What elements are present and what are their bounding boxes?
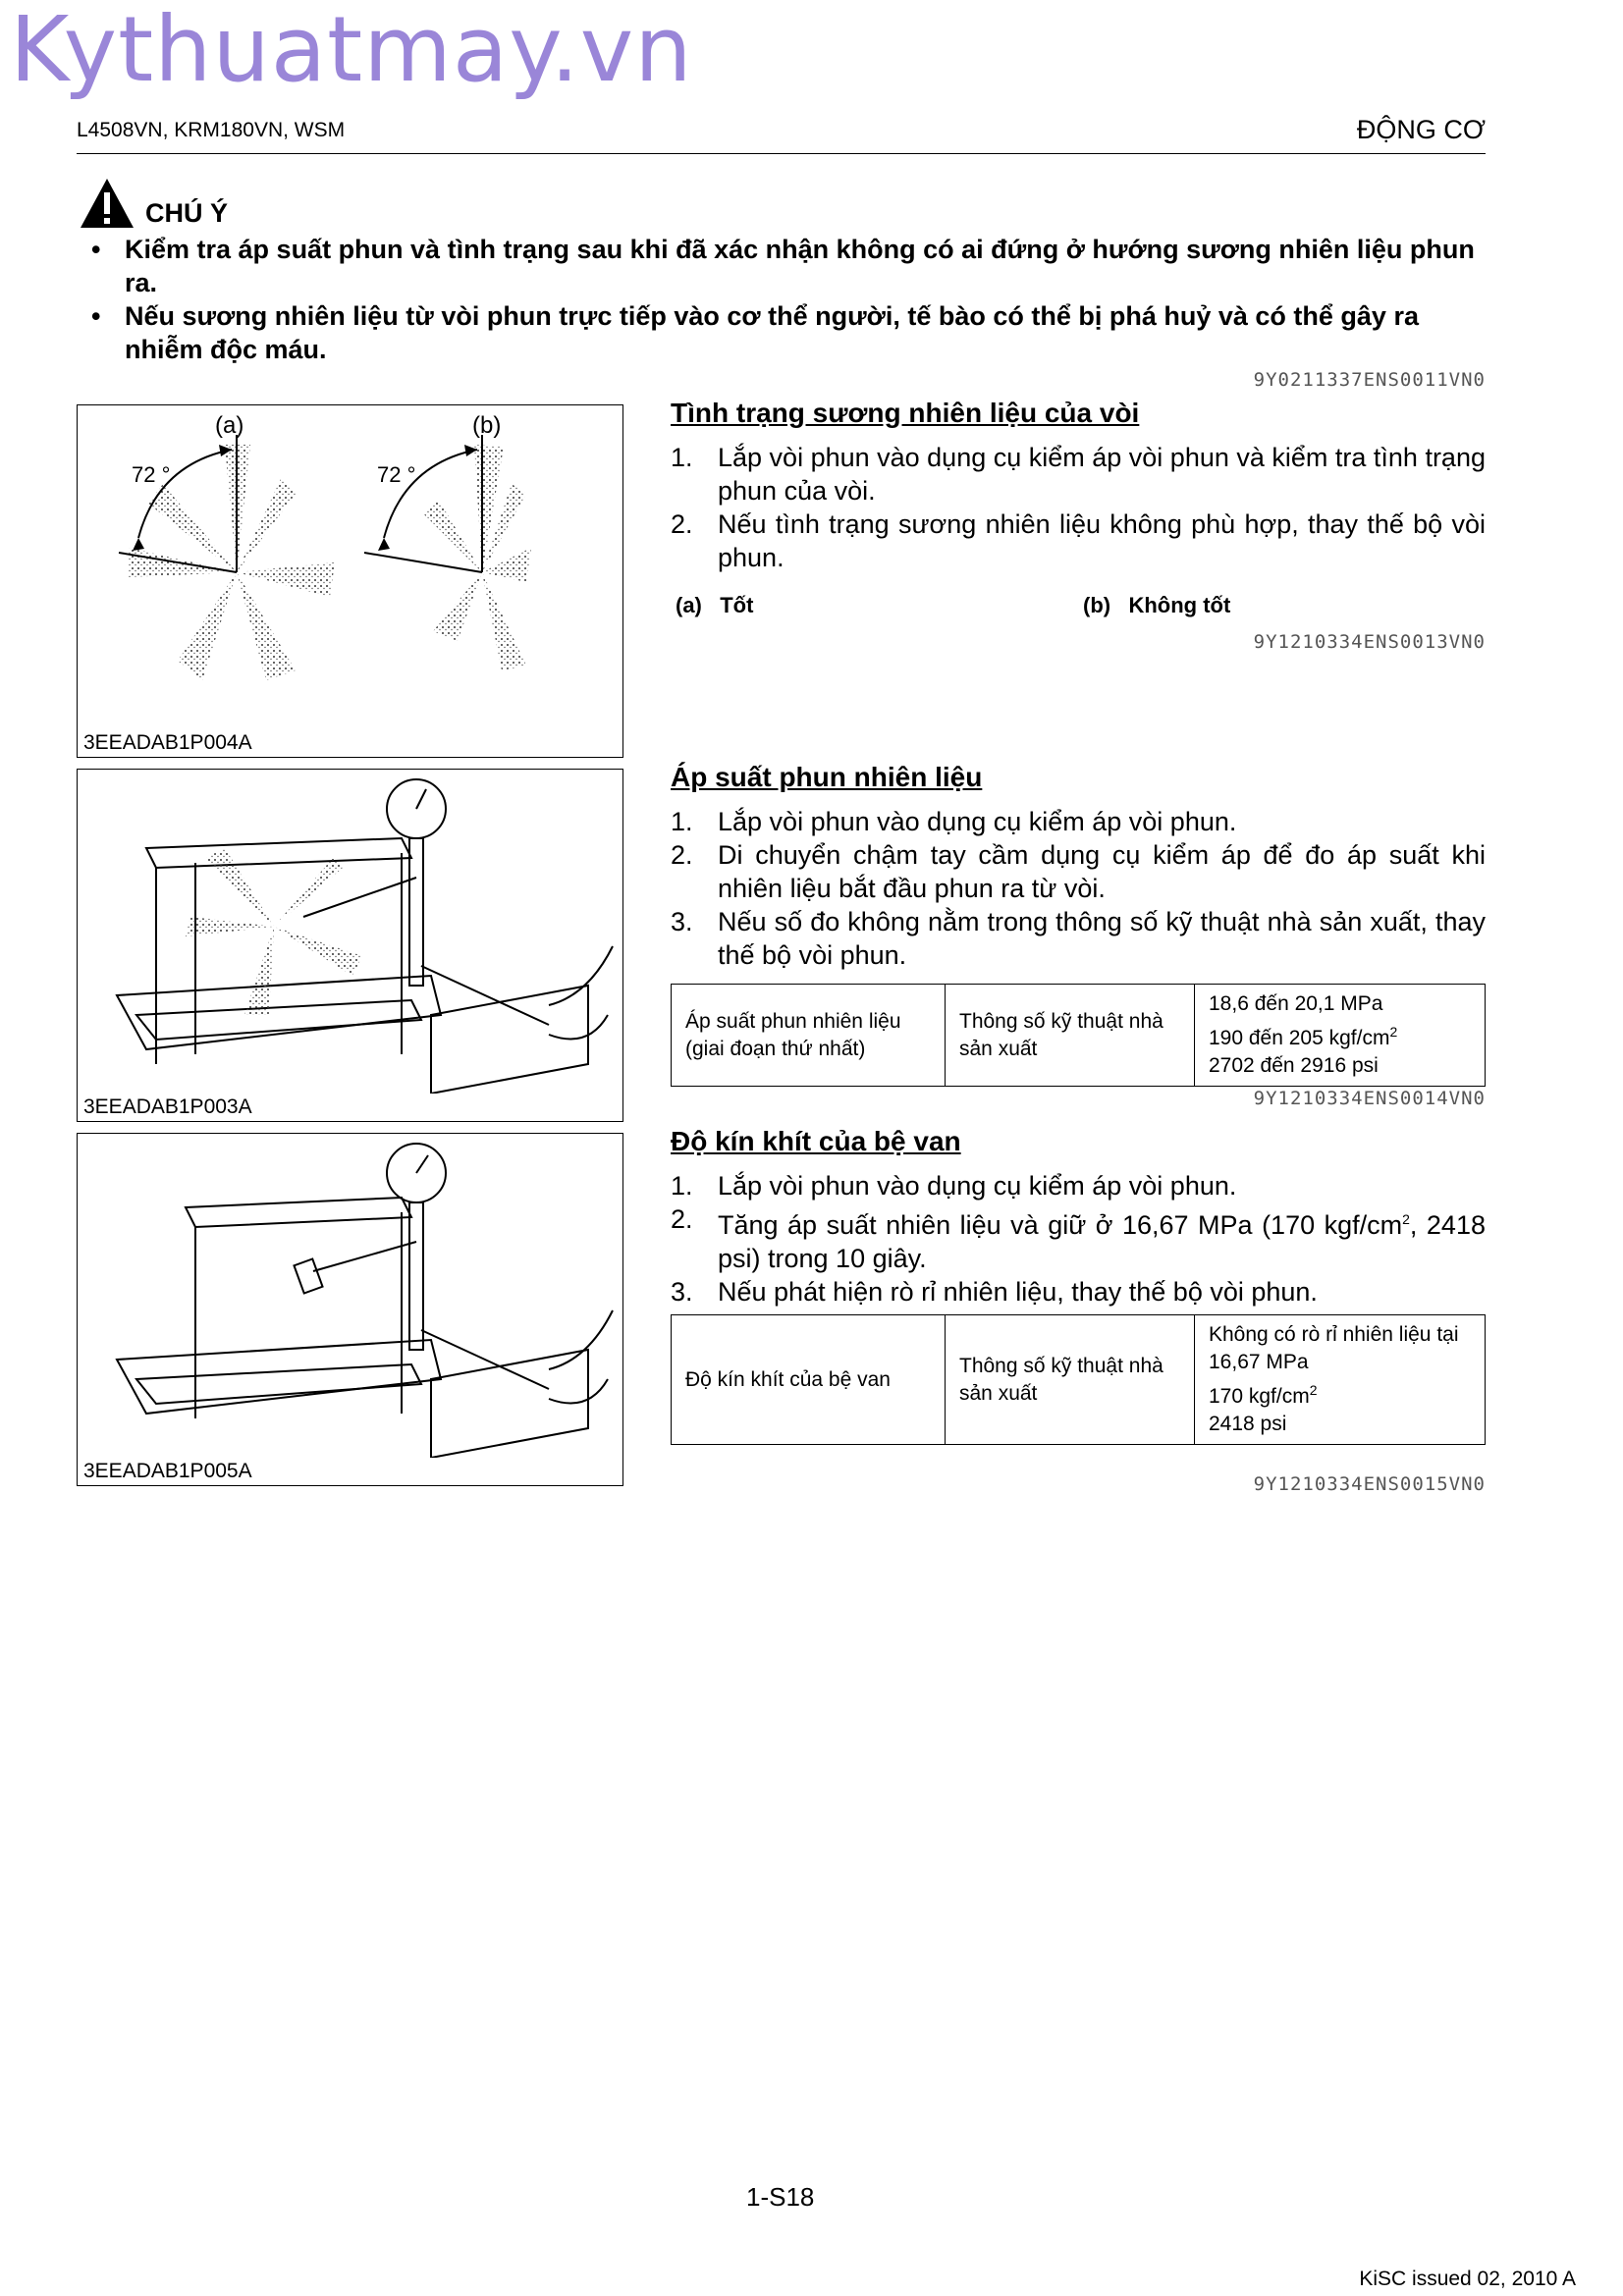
section-title-valve-seat: Độ kín khít của bệ van	[671, 1126, 961, 1156]
figure-label: 3EEADAB1P005A	[83, 1460, 252, 1482]
spray-pattern-diagram	[78, 405, 622, 729]
nozzle-tester-drawing	[78, 770, 622, 1094]
header-models: L4508VN, KRM180VN, WSM	[77, 119, 346, 141]
spec-label: Thông số kỹ thuật nhà sản xuất	[946, 1315, 1195, 1445]
figure-spray-pattern	[77, 404, 623, 758]
watermark-logo: Kythuatmay.vn	[10, 0, 693, 102]
page-number: 1-S18	[746, 2182, 815, 2212]
step-item: 1. Lắp vòi phun vào dụng cụ kiểm áp vòi phun.	[671, 807, 1237, 836]
section1-steps	[671, 441, 1486, 574]
spec-value: 18,6 đến 20,1 MPa 190 đến 205 kgf/$cm^2$ 2702 đến 2916 psi	[1195, 985, 1486, 1087]
legend-item-a: (a) Tốt	[676, 593, 754, 617]
doc-code: 9Y1210334ENS0014VN0	[1253, 1088, 1486, 1109]
section3-steps	[671, 1169, 1486, 1308]
figure-valve-seat-test	[77, 1133, 623, 1486]
step-item: 3. Nếu số đo không nằm trong thông số kỹ thuật nhà sản xuất, thay thế bộ vòi phun.	[671, 907, 1486, 970]
doc-code: 9Y1210334ENS0015VN0	[1253, 1473, 1486, 1495]
step-item: 2. Di chuyển chậm tay cầm dụng cụ kiểm áp để đo áp suất khi nhiên liệu bắt đầu phun ra từ vòi.	[671, 840, 1486, 903]
spec-table-valve-seat	[671, 1314, 1486, 1445]
doc-code: 9Y1210334ENS0013VN0	[1253, 631, 1486, 653]
header-section: ĐỘNG CƠ	[1356, 115, 1486, 144]
spec-item: Độ kín khít của bệ van	[672, 1315, 946, 1445]
caution-title: CHÚ Ý	[145, 198, 229, 228]
step-item: 2. Tăng áp suất nhiên liệu và giữ ở 16,67 MPa (170 kgf/$cm^2$, 2418 psi) trong 10 giây.	[671, 1204, 1486, 1273]
spec-value: Không có rò rỉ nhiên liệu tại 16,67 MPa 170 kgf/$cm^2$ 2418 psi	[1195, 1315, 1486, 1445]
nozzle-tester-drawing	[78, 1134, 622, 1458]
step-item: 1. Lắp vòi phun vào dụng cụ kiểm áp vòi phun.	[671, 1171, 1237, 1201]
step-item: 3. Nếu phát hiện rò rỉ nhiên liệu, thay thế bộ vòi phun.	[671, 1277, 1318, 1307]
figure-label: 3EEADAB1P003A	[83, 1095, 252, 1118]
legend-item-b: (b) Không tốt	[1083, 593, 1231, 617]
spec-label: Thông số kỹ thuật nhà sản xuất	[946, 985, 1195, 1087]
section2-steps	[671, 805, 1486, 972]
warning-icon	[79, 177, 135, 230]
figure-nozzle-tester-pressure	[77, 769, 623, 1122]
step-item: 1. Lắp vòi phun vào dụng cụ kiểm áp vòi phun và kiểm tra tình trạng phun của vòi.	[671, 443, 1486, 506]
pattern-a-angle: 72 °	[132, 462, 171, 487]
section-title-injection-pressure: Áp suất phun nhiên liệu	[671, 762, 983, 792]
figure-label: 3EEADAB1P004A	[83, 731, 252, 754]
header-divider	[77, 153, 1486, 154]
pattern-b-angle: 72 °	[377, 462, 416, 487]
pattern-b-label: (b)	[472, 412, 502, 439]
spec-table-injection-pressure	[671, 984, 1486, 1087]
caution-bullet: • Nếu sương nhiên liệu từ vòi phun trực tiếp vào cơ thể người, tế bào có thể bị phá huỷ và có thể gây ra nhiễm độc máu.	[91, 301, 1419, 364]
doc-code: 9Y0211337ENS0011VN0	[1253, 369, 1486, 391]
step-item: 2. Nếu tình trạng sương nhiên liệu không phù hợp, thay thế bộ vòi phun.	[671, 509, 1486, 572]
spec-item: Áp suất phun nhiên liệu (giai đoạn thứ nhất)	[672, 985, 946, 1087]
pattern-a-label: (a)	[215, 412, 244, 439]
section-title-spray-condition: Tình trạng sương nhiên liệu của vòi	[671, 398, 1140, 428]
issue-label: KiSC issued 02, 2010 A	[1359, 2268, 1576, 2290]
caution-bullet: • Kiểm tra áp suất phun và tình trạng sau khi đã xác nhận không có ai đứng ở hướng sương nhiên liệu phun ra.	[91, 235, 1475, 297]
